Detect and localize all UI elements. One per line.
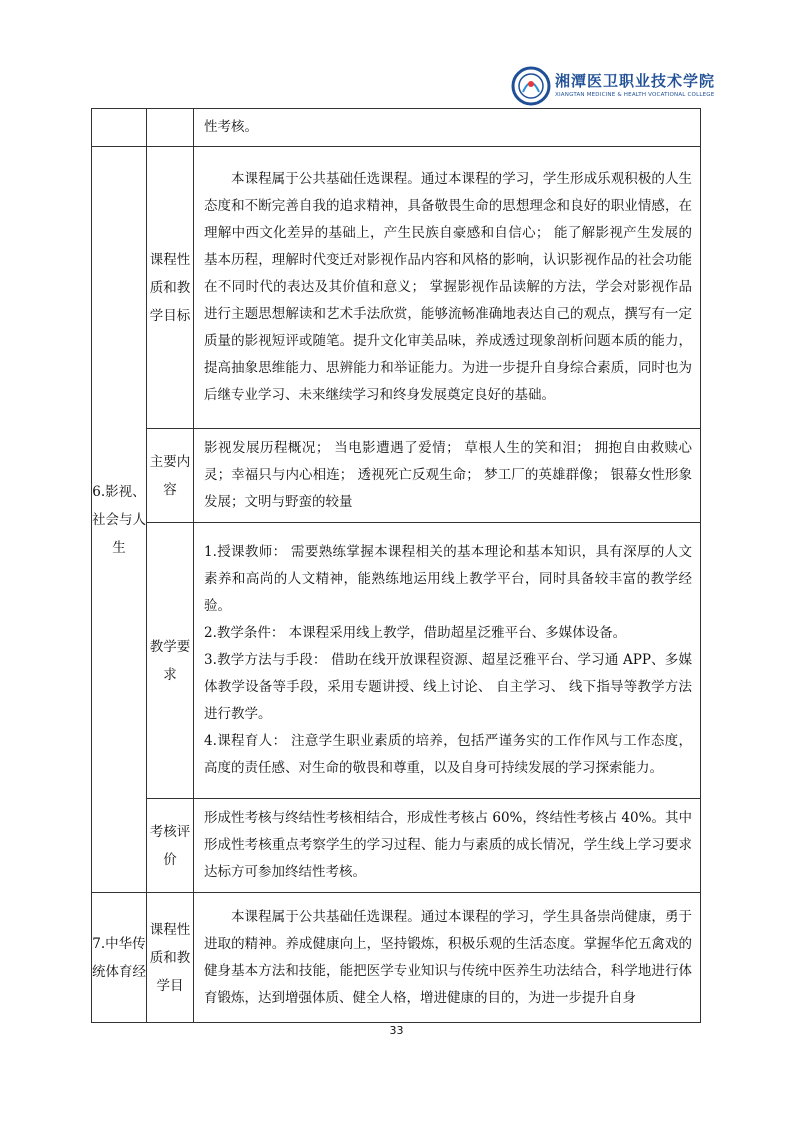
college-logo (511, 64, 716, 114)
table-row (92, 523, 701, 799)
table-row (92, 429, 701, 523)
requirement-item: 4.课程育人： 注意学生职业素质的培养，包括严谨务实的工作作风与工作态度，高度的责任感、对生命的敬畏和尊重，以及自身可持续发展的学习探索能力。 (204, 733, 692, 776)
row-label: 课程性质和教学目 (147, 893, 194, 1023)
college-name-en: XIANGTAN MEDICINE & HEALTH VOCATIONAL COLLEGE (555, 92, 715, 98)
course-table (91, 108, 701, 1023)
table-row (92, 893, 701, 1023)
table-row (92, 147, 701, 429)
course-name: 7.中华传统体育经 (92, 893, 147, 1023)
course-description: 本课程属于公共基础任选课程。通过本课程的学习，学生具备崇尚健康，勇于进取的精神。养成健康向上，坚持锻炼，积极乐观的生活态度。掌握华佗五禽戏的健身基本方法和技能，能把医学专业知识与传统中医养生功法结合，科学地进行体育锻炼，达到增强体质、健全人格，增进健康的目的，为进一步提升自身 (204, 908, 692, 1006)
main-content: 影视发展历程概况； 当电影遭遇了爱情； 草根人生的笑和泪； 拥抱自由救赎心灵；幸福只与内心相连； 透视死亡反观生命； 梦工厂的英雄群像； 银幕女性形象发展；文明与野蛮的较量 (204, 440, 692, 510)
requirement-item: 2.教学条件： 本课程采用线上教学，借助超星泛雅平台、多媒体设备。 (204, 625, 627, 641)
requirement-item: 3.教学方法与手段： 借助在线开放课程资源、超星泛雅平台、学习通 APP、多媒体教学设备等手段，采用专题讲授、线上讨论、 自主学习、 线下指导等教学方法进行教学。 (204, 652, 692, 722)
row-label: 课程性质和教学目标 (147, 147, 194, 429)
college-emblem-icon (511, 64, 551, 108)
row-label: 主要内容 (147, 429, 194, 523)
table-row (92, 109, 701, 147)
course-name: 6.影视、社会与人生 (92, 147, 147, 893)
assessment-text: 形成性考核与终结性考核相结合，形成性考核占 60%，终结性考核占 40%。其中形成性考核重点考察学生的学习过程、能力与素质的成长情况，学生线上学习要求达标方可参加终结性考核。 (204, 810, 692, 880)
course-description: 本课程属于公共基础任选课程。通过本课程的学习，学生形成乐观积极的人生态度和不断完善自我的追求精神，具备敬畏生命的思想理念和良好的职业情感，在理解中西文化差异的基础上，产生民族自豪感和自信心； 能了解影视产生发展的基本历程，理解时代变迁对影视作品内容和风格的影响，认识影视作品的社会功能在不同时代的表达及其价值和意义； 掌握影视作品读解的方法，学会对影视作品进行主题思想解读和艺术手法欣赏，能够流畅准确地表达自己的观点，撰写有一定质量的影视短评或随笔。提升文化审美品味，养成透过现象剖析问题本质的能力，提高抽象思维能力、思辨能力和举证能力。为进一步提升自身综合素质，同时也为后继专业学习、未来继续学习和终身发展奠定良好的基础。 (204, 171, 692, 403)
row-label: 考核评价 (147, 799, 194, 893)
row-label: 教学要求 (147, 523, 194, 799)
page-number: 33 (389, 1024, 404, 1037)
requirement-item: 1.授课教师： 需要熟练掌握本课程相关的基本理论和基本知识，具有深厚的人文素养和高尚的人文精神，能熟练地运用线上教学平台，同时具备较丰富的教学经验。 (204, 544, 692, 614)
continuation-text: 性考核。 (194, 109, 701, 147)
college-name: 湘潭医卫职业技术学院 (555, 72, 716, 90)
table-row (92, 799, 701, 893)
